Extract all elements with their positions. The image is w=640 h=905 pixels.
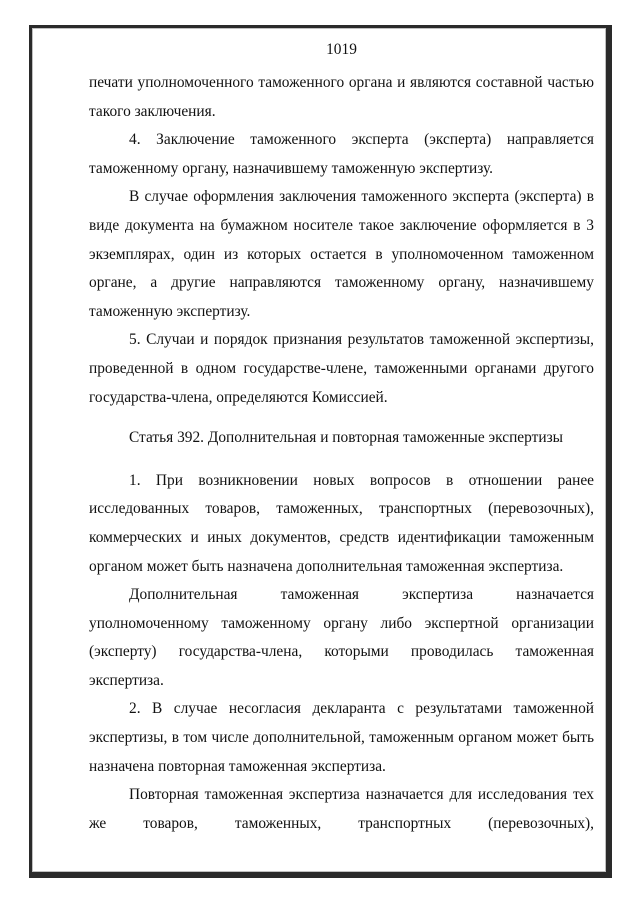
article-heading: Статья 392. Дополнительная и повторная таможенные экспертизы bbox=[129, 429, 564, 447]
article-paragraph-repeat: Повторная таможенная экспертиза назначается для исследования тех же товаров, таможенных, транспортных (перевозочных), bbox=[89, 786, 594, 832]
document-page bbox=[89, 40, 594, 838]
paragraph-continuation: печати уполномоченного таможенного органа и являются составной частью такого заключения. bbox=[89, 74, 594, 120]
paragraph-paper-copies: В случае оформления заключения таможенного эксперта (эксперта) в виде документа на бумажном носителе такое заключение оформляется в 3 экземплярах, один из которых остается в уполномоченном таможенном органе, а другие направляются таможенному органу, назначившему таможенную экспертизу. bbox=[89, 188, 594, 320]
paragraph-item-5: 5. Случаи и порядок признания результатов таможенной экспертизы, проведенной в одном государстве-члене, таможенными органами другого государства-члена, определяются Комиссией. bbox=[89, 331, 594, 406]
article-paragraph-1: 1. При возникновении новых вопросов в отношении ранее исследованных товаров, таможенных, транспортных (перевозочных), коммерческих и иных документов, средств идентификации таможенным органом может быть назначена дополнительная таможенная экспертиза. bbox=[89, 471, 594, 575]
page-number: 1019 bbox=[326, 41, 357, 58]
article-paragraph-additional: Дополнительная таможенная экспертиза назначается уполномоченному таможенному органу либо экспертной организации (эксперту) государства-члена, которыми проводилась таможенная экспертиза. bbox=[89, 586, 594, 689]
paragraph-item-4: 4. Заключение таможенного эксперта (эксперта) направляется таможенному органу, назначившему таможенную экспертизу. bbox=[89, 131, 594, 177]
article-paragraph-2: 2. В случае несогласия декларанта с результатами таможенной экспертизы, в том числе дополнительной, таможенным органом может быть назначена повторная таможенная экспертиза. bbox=[89, 700, 594, 775]
